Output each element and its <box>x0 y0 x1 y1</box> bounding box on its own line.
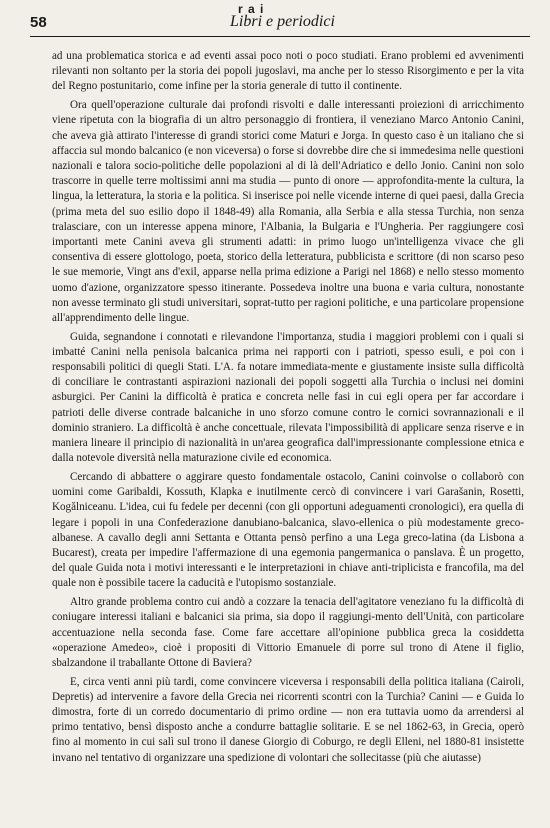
running-title: Libri e periodici <box>230 13 335 30</box>
page-header <box>30 0 530 44</box>
paragraph: ad una problematica storica e ad eventi assai poco noti o poco studiati. Erano problemi ed avvenimenti rilevanti non soltanto per la storia dei popoli jugoslavi, ma anche per lo stesso Risorgimento e per la vita del Regno postunitario, come infine per la storia generale di tutto il continente. <box>52 50 524 93</box>
journal-logo: r a i <box>238 2 265 16</box>
header-rule <box>30 36 530 37</box>
paragraph: Ora quell'operazione culturale dai profondi risvolti e dalle interessanti proiezioni di arricchimento viene ripetuta con la biografia di un altro personaggio di frontiera, il veneziano Marco Antonio Canini, che aveva già attirato l'interesse di grandi storici come Maturi e Jorga. In questo caso è un italiano che si affaccia sul mondo balcanico (e non viceversa) o forse si dovrebbe dire che si immedesima nelle questioni nazionali e talora socio-politiche delle popolazioni al di là dell'Adriatico e dello Jonio. Canini non solo trascorre in quelle terre moltissimi anni ma studia — punto di onore — approfondita-mente la cultura, la lingua, la letteratura, la storia e la politica. Si inserisce poi nelle vicende interne di quei paesi, dalla Grecia (prima meta del suo esilio dopo il 1848-49) alla Romania, alla Serbia e alla stessa Turchia, non senza tralasciare, con un interesse appena minore, l'Albania, la Bulgaria e l'Ungheria. Per raggiungere così importanti mete Canini aveva gli strumenti adatti: in primo luogo un'intelligenza vivace che gli consentiva di essere glottologo, poeta, storico della letteratura, pubblicista e scrittore (di non scarso peso le sue memorie, Vingt ans d'exil, apparse nella prima edizione a Parigi nel 1868) e nello stesso momento uomo d'azione, organizzatore spesso itinerante. Possedeva inoltre una buona e varia cultura, nonostante non avesse terminato gli studi universitari, soprat-tutto per ragioni politiche, e una particolare propensione all'apprendimento delle lingue. <box>52 99 524 324</box>
paragraph: Guida, segnandone i connotati e rilevandone l'importanza, studia i maggiori problemi con i quali si imbatté Canini nella penisola balcanica prima nei rapporti con i patrioti, spesso esuli, e poi con i responsabili politici di quegli Stati. L'A. fa notare immediata-mente e giustamente insiste sulla difficoltà di conciliare le contrastanti aspirazioni nazionali dei popoli soggetti alla Turchia o inclusi nei domini asburgici. Per Canini la difficoltà è pratica e concreta nelle fasi in cui egli opera per far accordare i patrioti delle diverse contrade balcaniche in uno sforzo comune contro le cornici sovrannazionali e il dominio straniero. La difficoltà è anche concettuale, rilevata l'impossibilità di applicare senza riserve e in maniera lineare il principio di nazionalità in un'area geografica dall'impressionante complessione etnica e dalla notevole diversità nella maturazione civile ed economica. <box>52 330 524 465</box>
paragraph: E, circa venti anni più tardi, come convincere viceversa i responsabili della politica italiana (Cairoli, Depretis) ad intervenire a favore della Grecia nei ricorrenti scontri con la Turchia? Canini — e Guida lo dimostra, forte di un corredo documentario di primo ordine — non era tuttavia uomo da arrendersi al primo tentativo, bensì disposto anche a condurre battaglie solitarie. E se nel 1862-63, in Grecia, operò fino al momento in cui salì sul trono il danese Giorgio di Coburgo, re degli Elleni, nel 1880-81 insistette invano nel tentativo di organizzare una spedizione di volontari che sollecitasse (più che aiutasse) <box>52 675 524 764</box>
paragraph: Altro grande problema contro cui andò a cozzare la tenacia dell'agitatore veneziano fu la difficoltà di coniugare interessi italiani e balcanici sia prima, sia dopo il raggiungi-mento dell'Unità, con particolare accentuazione nella seconda fase. Come fare accettare all'opinione pubblica greca la cosiddetta «operazione Amedeo», cioè i propositi di Vittorio Emanuele di porre sul trono di Atene il figlio, sbalzandone il traballante Ottone di Baviera? <box>52 596 524 669</box>
article-body <box>52 49 524 769</box>
page-number: 58 <box>30 14 47 31</box>
paragraph: Cercando di abbattere o aggirare questo fondamentale ostacolo, Canini coinvolse o collaborò con uomini come Garibaldi, Kossuth, Klapka e inutilmente cercò di convincere i vari Garašanin, Rosetti, Kogălniceanu. L'idea, cui fu fedele per decenni (con gli opportuni adeguamenti cronologici), era quella di legare i popoli in una Confederazione danubiano-balcanica, slavo-ellenica o più modestamente greco-albanese. A cavallo degli anni Settanta e Ottanta pensò perfino a una Lega greco-latina (da Lisbona a Bucarest), creata per impedire l'affermazione di una egemonia pangermanica o panslava. È un progetto, del quale Guida nota i motivi interessanti e le interpretazioni in chiave anti-triplicista e francofila, ma del quale non è possibile tacere la caducità e l'utopismo sostanziale. <box>52 470 524 590</box>
